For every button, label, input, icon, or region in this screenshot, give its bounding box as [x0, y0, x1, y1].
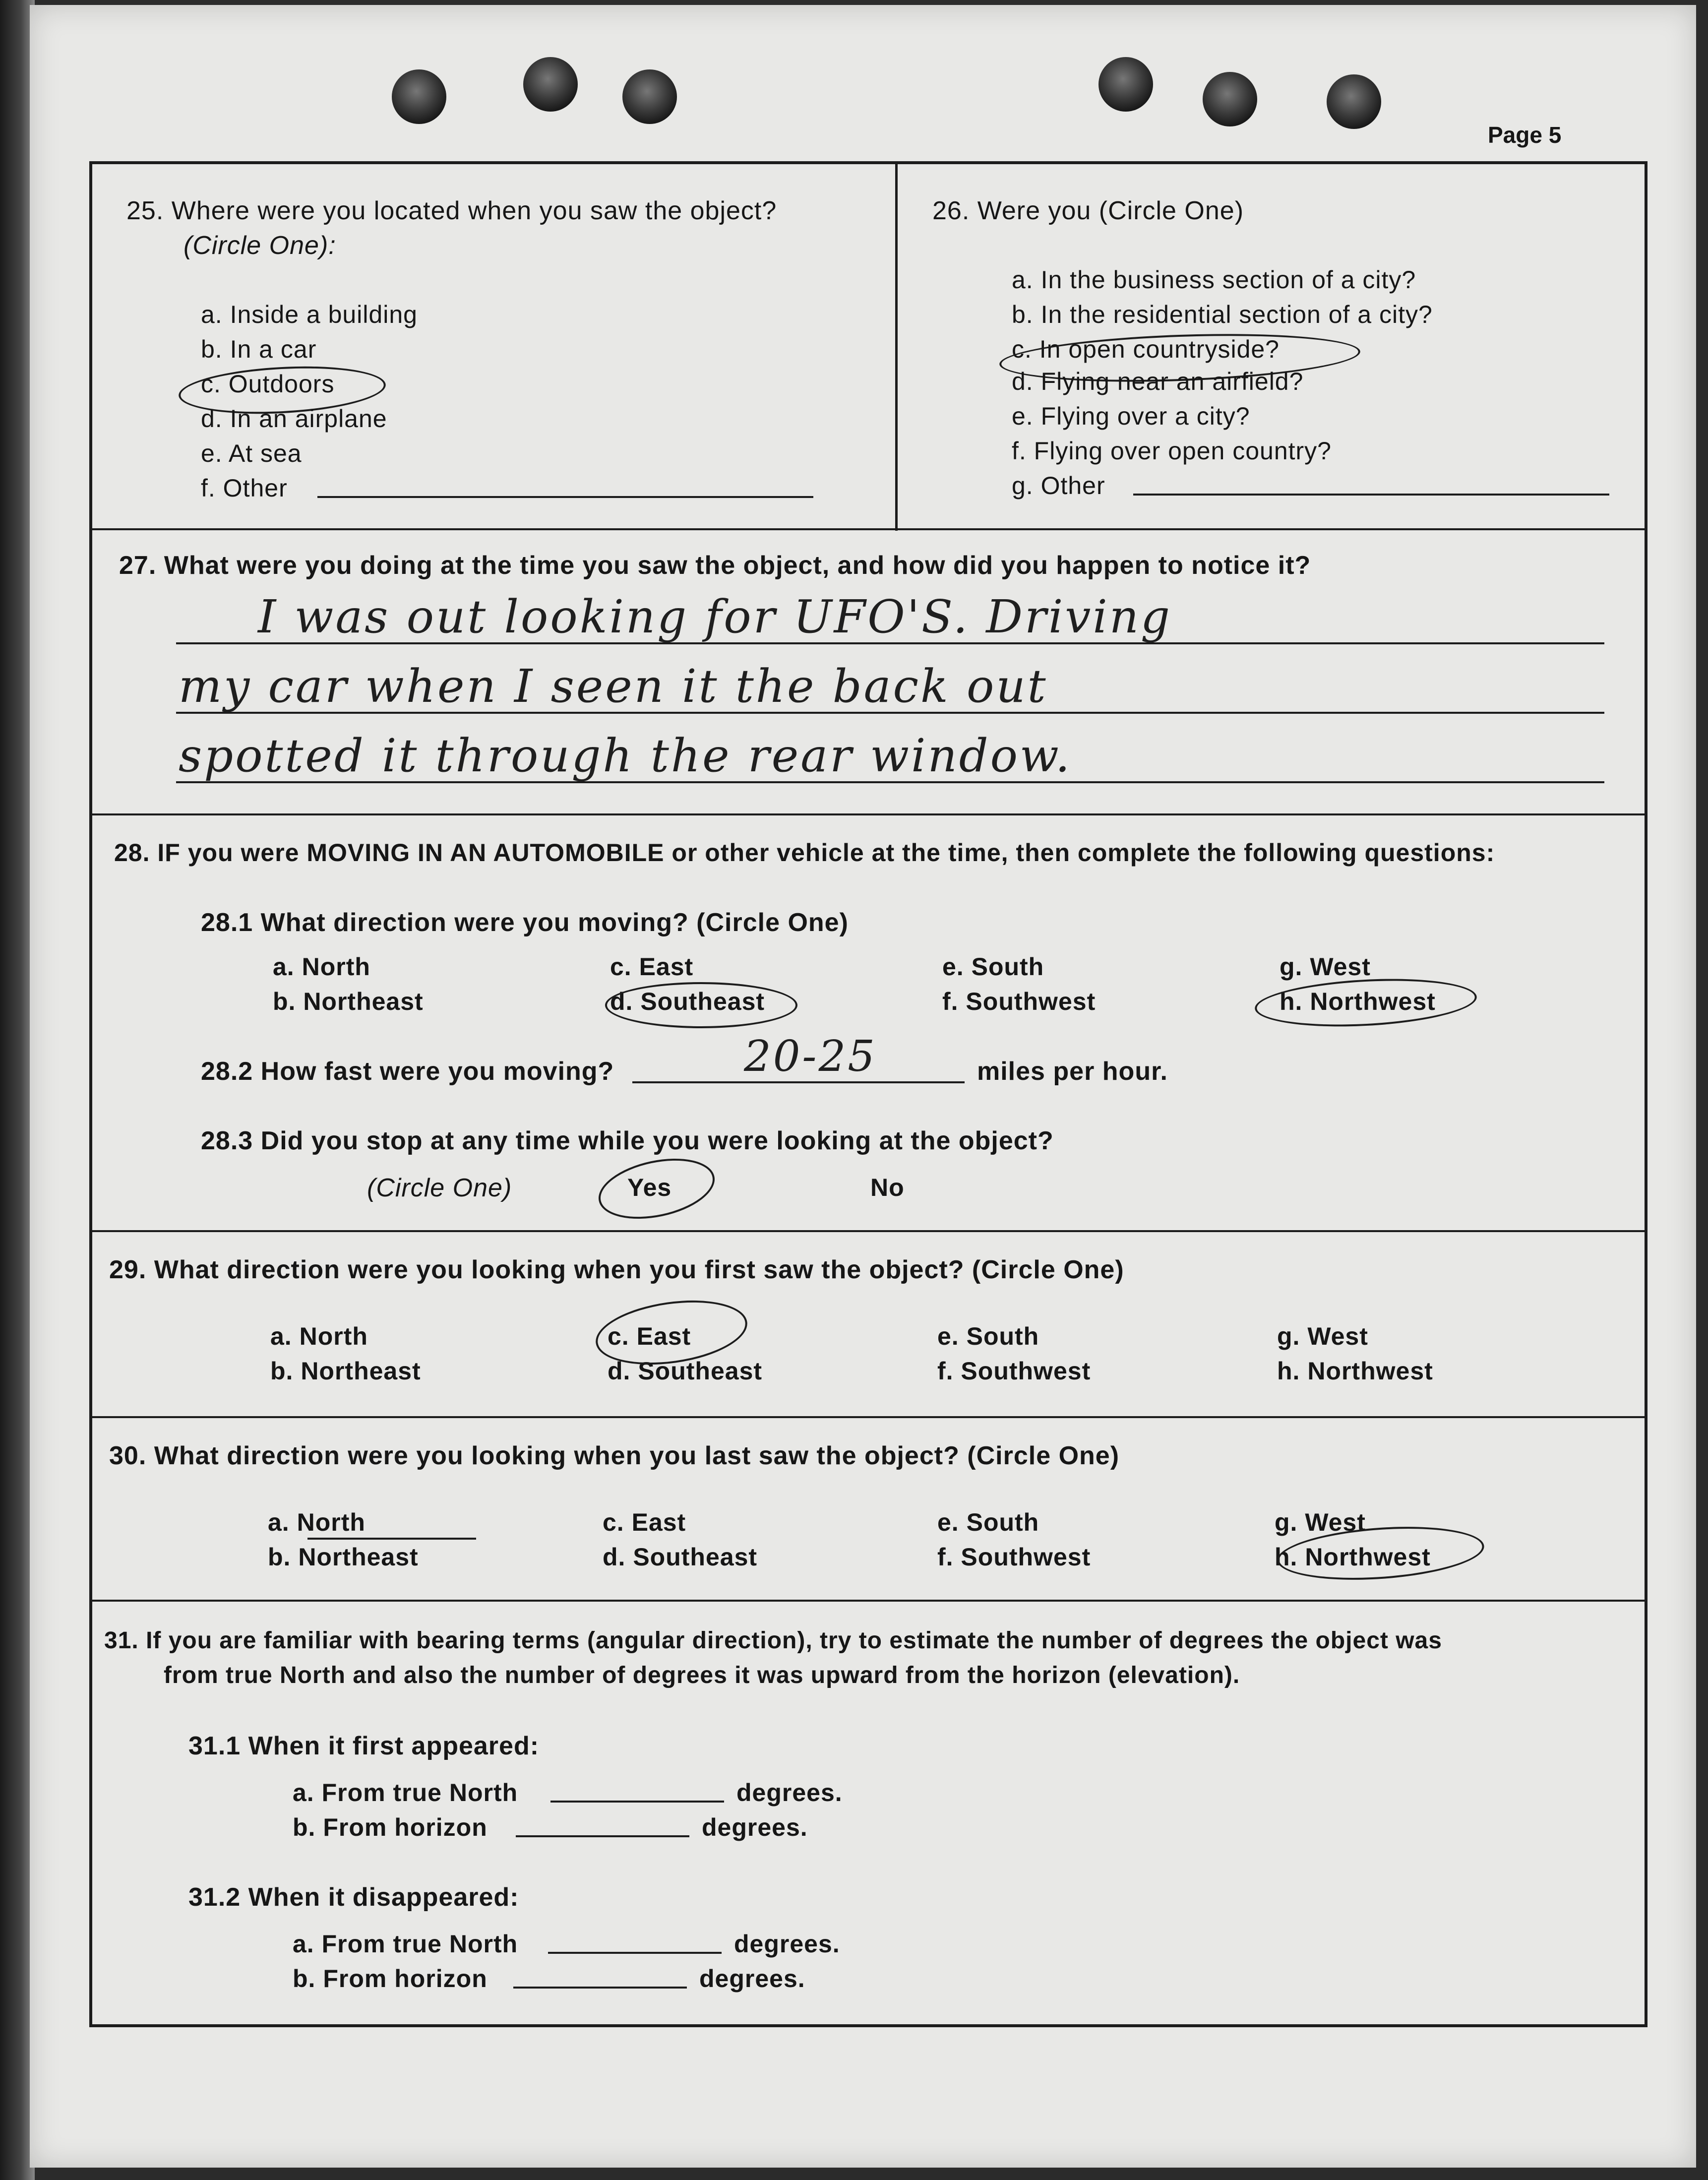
q30-dir-c[interactable]: c. East — [603, 1508, 686, 1536]
q28-2-question: 28.2 How fast were you moving? — [201, 1057, 614, 1086]
q31-1-horizon-unit: degrees. — [702, 1813, 808, 1841]
q30-dir-f[interactable]: f. Southwest — [937, 1543, 1091, 1571]
page-number: Page 5 — [1488, 122, 1562, 148]
q28-question: 28. IF you were MOVING IN AN AUTOMOBILE or other vehicle at the time, then complete the following questions: — [114, 839, 1495, 867]
q28-dir-h[interactable]: h. Northwest — [1280, 988, 1436, 1015]
q28-dir-b[interactable]: b. Northeast — [273, 988, 424, 1015]
q26-option-b[interactable]: b. In the residential section of a city? — [1012, 301, 1433, 328]
q29-dir-c[interactable]: c. East — [608, 1322, 691, 1350]
q28-3-yes[interactable]: Yes — [627, 1174, 672, 1201]
q29-dir-g[interactable]: g. West — [1277, 1322, 1368, 1350]
q25-other-line — [317, 496, 813, 498]
q26-option-e[interactable]: e. Flying over a city? — [1012, 402, 1250, 430]
q28-speed-line — [632, 1081, 965, 1083]
q28-1-question: 28.1 What direction were you moving? (Circle One) — [201, 908, 849, 937]
punch-hole — [392, 69, 446, 124]
q25-option-c[interactable]: c. Outdoors — [201, 370, 335, 398]
q31-2-north-label: a. From true North — [293, 1930, 518, 1958]
q25-option-e[interactable]: e. At sea — [201, 439, 302, 467]
q26-option-c[interactable]: c. In open countryside? — [1012, 335, 1280, 363]
punch-hole — [1327, 74, 1381, 129]
q31-question-line-2: from true North and also the number of degrees it was upward from the horizon (elevation). — [164, 1662, 1240, 1688]
q30-dir-d[interactable]: d. Southeast — [603, 1543, 758, 1571]
q31-1-horizon-label: b. From horizon — [293, 1813, 488, 1841]
q31-2-horizon-unit: degrees. — [699, 1965, 805, 1993]
q28-southeast-circle — [605, 982, 797, 1028]
q29-dir-h[interactable]: h. Northwest — [1277, 1357, 1433, 1385]
q29-dir-a[interactable]: a. North — [270, 1322, 368, 1350]
q25-instruction: (Circle One): — [183, 231, 336, 260]
q28-3-question: 28.3 Did you stop at any time while you were looking at the object? — [201, 1126, 1054, 1155]
q30-dir-e[interactable]: e. South — [937, 1508, 1039, 1536]
q27-handwritten-answer-3[interactable]: spotted it through the rear window. — [179, 729, 1072, 782]
row-divider — [89, 528, 1645, 530]
q31-2-horizon-field[interactable] — [513, 1987, 687, 1989]
q26-question: 26. Were you (Circle One) — [932, 196, 1244, 225]
q29-dir-b[interactable]: b. Northeast — [270, 1357, 421, 1385]
q26-option-d[interactable]: d. Flying near an airfield? — [1012, 368, 1304, 395]
q28-dir-f[interactable]: f. Southwest — [942, 988, 1096, 1015]
q28-speed-answer[interactable]: 20-25 — [744, 1032, 877, 1081]
punch-hole — [1203, 72, 1257, 126]
q29-dir-e[interactable]: e. South — [937, 1322, 1039, 1350]
q28-dir-d[interactable]: d. Southeast — [610, 988, 765, 1015]
q28-dir-a[interactable]: a. North — [273, 953, 370, 981]
q31-2-horizon-label: b. From horizon — [293, 1965, 488, 1993]
q30-dir-g[interactable]: g. West — [1275, 1508, 1366, 1536]
q26-option-g[interactable]: g. Other — [1012, 472, 1105, 499]
q30-dir-a[interactable]: a. North — [268, 1508, 366, 1536]
q25-question: 25. Where were you located when you saw the object? — [126, 196, 777, 225]
q28-dir-g[interactable]: g. West — [1280, 953, 1371, 981]
q26-option-f[interactable]: f. Flying over open country? — [1012, 437, 1332, 465]
row-divider — [89, 1416, 1645, 1418]
punch-hole — [1098, 57, 1153, 112]
q27-question: 27. What were you doing at the time you saw the object, and how did you happen to notice it? — [119, 551, 1311, 580]
q31-1-north-label: a. From true North — [293, 1779, 518, 1806]
q31-question-line-1: 31. If you are familiar with bearing terms (angular direction), try to estimate the number of degrees the object was — [104, 1627, 1442, 1654]
punch-hole — [523, 57, 578, 112]
q27-handwritten-answer-2[interactable]: my car when I seen it the back out — [179, 660, 1048, 713]
q30-question: 30. What direction were you looking when you last saw the object? (Circle One) — [109, 1441, 1120, 1470]
q28-3-no[interactable]: No — [870, 1174, 905, 1201]
row-divider — [89, 1230, 1645, 1232]
q27-handwritten-answer-1[interactable]: I was out looking for UFO'S. Driving — [258, 590, 1172, 643]
punch-hole — [622, 69, 677, 124]
q31-2-north-unit: degrees. — [734, 1930, 840, 1958]
q28-dir-c[interactable]: c. East — [610, 953, 694, 981]
column-divider — [895, 164, 898, 531]
q30-dir-h[interactable]: h. Northwest — [1275, 1543, 1431, 1571]
q31-1-horizon-field[interactable] — [516, 1835, 689, 1837]
row-divider — [89, 1600, 1645, 1602]
q25-option-f[interactable]: f. Other — [201, 474, 288, 502]
q25-option-d[interactable]: d. In an airplane — [201, 405, 387, 433]
q28-speed-unit: miles per hour. — [977, 1057, 1168, 1086]
q29-question: 29. What direction were you looking when you first saw the object? (Circle One) — [109, 1255, 1124, 1284]
q29-dir-f[interactable]: f. Southwest — [937, 1357, 1091, 1385]
q26-option-a[interactable]: a. In the business section of a city? — [1012, 266, 1416, 294]
q25-option-b[interactable]: b. In a car — [201, 335, 317, 363]
q28-dir-e[interactable]: e. South — [942, 953, 1044, 981]
q26-other-line — [1133, 494, 1609, 496]
row-divider — [89, 813, 1645, 815]
q25-option-a[interactable]: a. Inside a building — [201, 301, 418, 328]
q31-1-north-unit: degrees. — [736, 1779, 843, 1806]
q30-dir-b[interactable]: b. Northeast — [268, 1543, 419, 1571]
q31-2-north-field[interactable] — [548, 1952, 722, 1954]
q31-2-label: 31.2 When it disappeared: — [188, 1883, 519, 1912]
q28-3-instruction: (Circle One) — [367, 1174, 512, 1202]
q31-1-north-field[interactable] — [550, 1801, 724, 1803]
q29-dir-d[interactable]: d. Southeast — [608, 1357, 763, 1385]
q30-north-underline — [307, 1538, 476, 1540]
q31-1-label: 31.1 When it first appeared: — [188, 1732, 540, 1760]
